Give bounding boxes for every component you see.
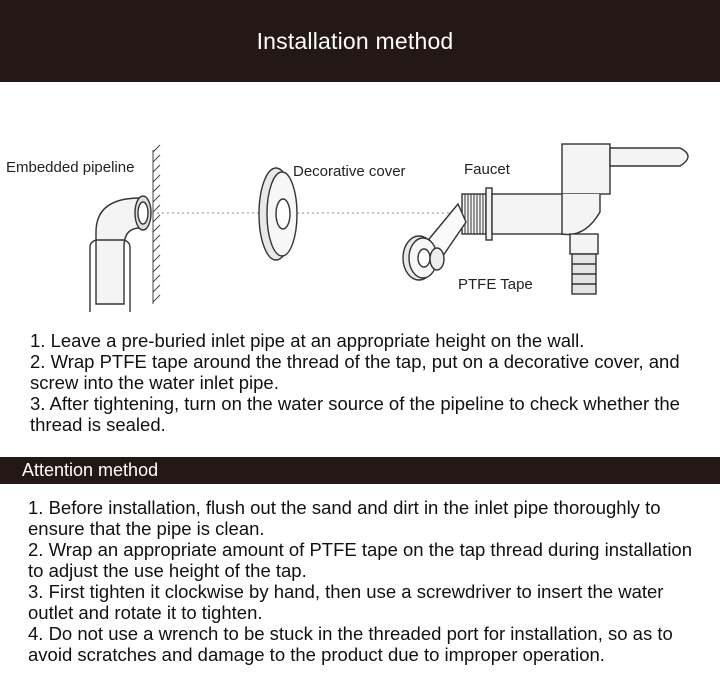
wall-hatch — [153, 145, 160, 304]
label-decorative-cover: Decorative cover — [293, 163, 406, 180]
installation-step: 1. Leave a pre-buried inlet pipe at an appropriate height on the wall. — [30, 330, 585, 351]
attention-item: 4. Do not use a wrench to be stuck in the threaded port for installation, so as to avoid scratches and damage to the product due to improper operation. — [28, 623, 673, 665]
embedded-pipe — [90, 196, 151, 312]
attention-item: 2. Wrap an appropriate amount of PTFE tape on the tap thread during installation to adjust the use height of the tap. — [28, 539, 693, 581]
header-bar — [0, 0, 720, 82]
installation-step: 3. After tightening, turn on the water source of the pipeline to check whether the thread is sealed. — [30, 393, 680, 435]
installation-diagram — [0, 82, 720, 322]
attention-title: Attention method — [22, 460, 159, 480]
decorative-cover-part — [259, 168, 297, 260]
label-ptfe-tape: PTFE Tape — [458, 276, 533, 293]
attention-header-bar — [0, 457, 720, 484]
installation-step: 2. Wrap PTFE tape around the thread of the tap, put on a decorative cover, and screw into the water inlet pipe. — [30, 351, 680, 393]
page-title: Installation method — [256, 27, 454, 54]
attention-item: 3. First tighten it clockwise by hand, then use a screwdriver to insert the water outlet and rotate it to tighten. — [28, 581, 664, 623]
ptfe-tape-roll — [403, 204, 466, 280]
attention-item: 1. Before installation, flush out the sand and dirt in the inlet pipe thoroughly to ensure that the pipe is clean. — [28, 497, 661, 539]
attention-list — [28, 497, 712, 665]
label-faucet: Faucet — [464, 161, 510, 178]
label-embedded-pipeline: Embedded pipeline — [6, 159, 135, 176]
installation-steps — [30, 330, 710, 435]
